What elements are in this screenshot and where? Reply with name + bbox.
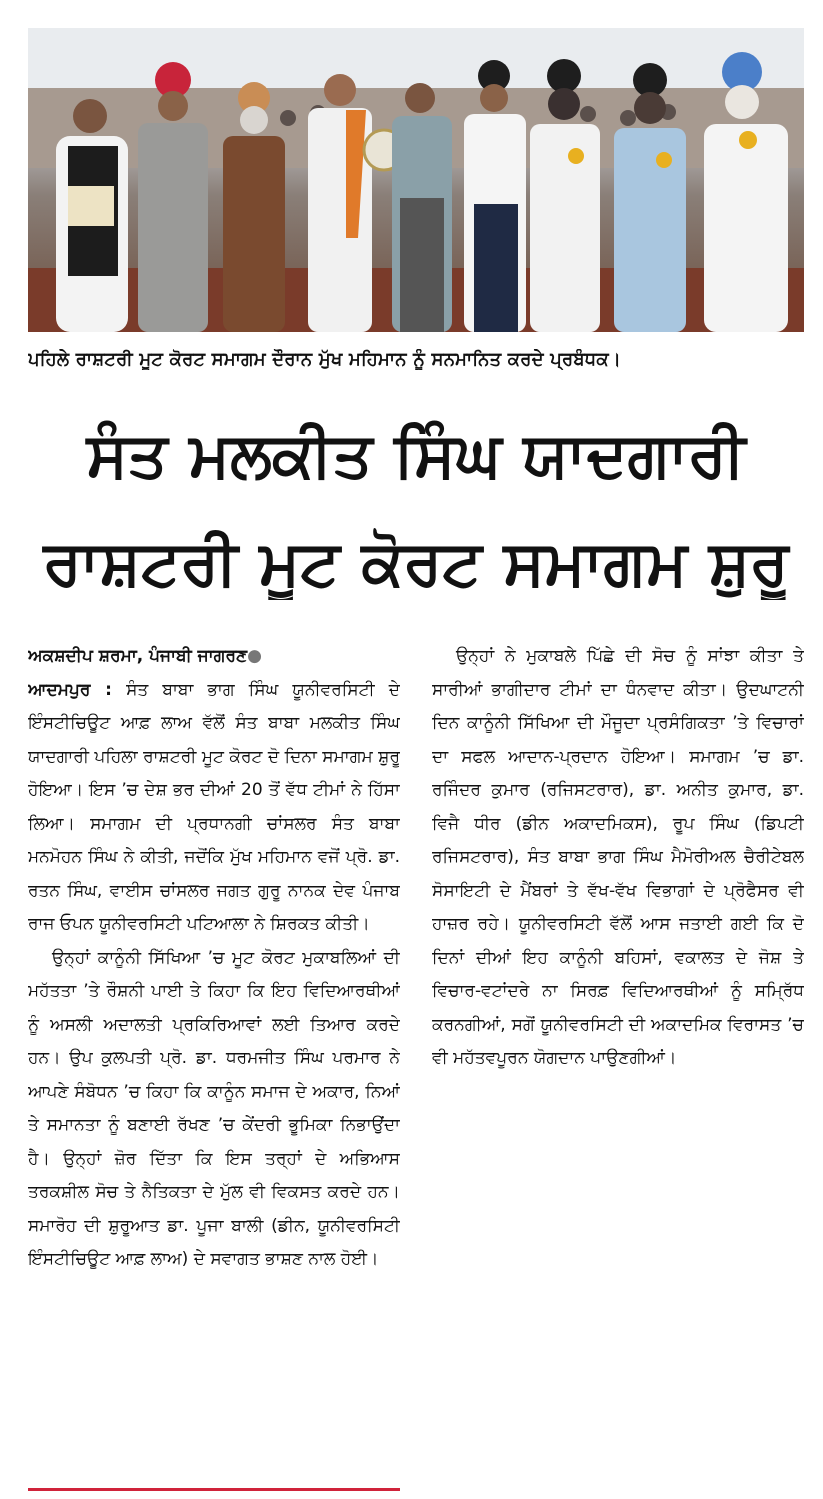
photo-caption: ਪਹਿਲੇ ਰਾਸ਼ਟਰੀ ਮੂਟ ਕੋਰਟ ਸਮਾਗਮ ਦੌਰਾਨ ਮੁੱਖ ਮਹਿਮਾਨ ਨੂੰ ਸਨਮਾਨਿਤ ਕਰਦੇ ਪ੍ਰਬੰਧਕ। [28,349,622,370]
article-paragraph-2: ਉਨ੍ਹਾਂ ਕਾਨੂੰਨੀ ਸਿੱਖਿਆ ’ਚ ਮੂਟ ਕੋਰਟ ਮੁਕਾਬਲਿਆਂ ਦੀ ਮਹੱਤਤਾ ’ਤੇ ਰੌਸ਼ਨੀ ਪਾਈ ਤੇ ਕਿਹਾ ਕਿ ਇਹ ਵਿਦਿਆਰਥੀਆਂ ਨੂੰ ਅਸਲੀ ਅਦਾਲਤੀ ਪ੍ਰਕਿਰਿਆਵਾਂ ਲਈ ਤਿਆਰ ਕਰਦੇ ਹਨ। ਉਪ ਕੁਲਪਤੀ ਪ੍ਰੋ. ਡਾ. ਧਰਮਜੀਤ ਸਿੰਘ ਪਰਮਾਰ ਨੇ ਆਪਣੇ ਸੰਬੋਧਨ ’ਚ ਕਿਹਾ ਕਿ ਕਾਨੂੰਨ ਸਮਾਜ ਦੇ ਅਕਾਰ, ਨਿਆਂ ਤੇ ਸਮਾਨਤਾ ਨੂੰ ਬਣਾਈ ਰੱਖਣ ’ਚ ਕੇਂਦਰੀ ਭੂਮਿਕਾ ਨਿਭਾਉਂਦਾ ਹੈ। ਉਨ੍ਹਾਂ ਜ਼ੋਰ ਦਿੱਤਾ ਕਿ ਇਸ ਤਰ੍ਹਾਂ ਦੇ ਅਭਿਆਸ ਤਰਕਸ਼ੀਲ ਸੋਚ ਤੇ ਨੈਤਿਕਤਾ ਦੇ ਮੁੱਲ ਵੀ ਵਿਕਸਤ ਕਰਦੇ ਹਨ। ਸਮਾਰੋਹ ਦੀ ਸ਼ੁਰੂਆਤ ਡਾ. ਪੂਜਾ ਬਾਲੀ (ਡੀਨ, ਯੂਨੀਵਰਸਿਟੀ ਇੰਸਟੀਚਿਊਟ ਆਫ਼ ਲਾਅ) ਦੇ ਸਵਾਗਤ ਭਾਸ਼ਣ ਨਾਲ ਹੋਈ। [28,947,400,1269]
article-column-left [28,640,400,1475]
article-paragraph-3: ਉਨ੍ਹਾਂ ਨੇ ਮੁਕਾਬਲੇ ਪਿੱਛੇ ਦੀ ਸੋਚ ਨੂੰ ਸਾਂਝਾ ਕੀਤਾ ਤੇ ਸਾਰੀਆਂ ਭਾਗੀਦਾਰ ਟੀਮਾਂ ਦਾ ਧੰਨਵਾਦ ਕੀਤਾ। ਉਦਘਾਟਨੀ ਦਿਨ ਕਾਨੂੰਨੀ ਸਿੱਖਿਆ ਦੀ ਮੌਜੂਦਾ ਪ੍ਰਸੰਗਿਕਤਾ ’ਤੇ ਵਿਚਾਰਾਂ ਦਾ ਸਫਲ ਆਦਾਨ-ਪ੍ਰਦਾਨ ਹੋਇਆ। ਸਮਾਗਮ ’ਚ ਡਾ. ਰਜਿੰਦਰ ਕੁਮਾਰ (ਰਜਿਸਟਰਾਰ), ਡਾ. ਅਨੀਤ ਕੁਮਾਰ, ਡਾ. ਵਿਜੈ ਧੀਰ (ਡੀਨ ਅਕਾਦਮਿਕਸ), ਰੂਪ ਸਿੰਘ (ਡਿਪਟੀ ਰਜਿਸਟਰਾਰ), ਸੰਤ ਬਾਬਾ ਭਾਗ ਸਿੰਘ ਮੈਮੋਰੀਅਲ ਚੈਰੀਟੇਬਲ ਸੋਸਾਇਟੀ ਦੇ ਮੈਂਬਰਾਂ ਤੇ ਵੱਖ-ਵੱਖ ਵਿਭਾਗਾਂ ਦੇ ਪ੍ਰੋਫੈਸਰ ਵੀ ਹਾਜ਼ਰ ਰਹੇ। ਯੂਨੀਵਰਸਿਟੀ ਵੱਲੋਂ ਆਸ ਜਤਾਈ ਗਈ ਕਿ ਦੋ ਦਿਨਾਂ ਦੀਆਂ ਇਹ ਕਾਨੂੰਨੀ ਬਹਿਸਾਂ, ਵਕਾਲਤ ਦੇ ਜੋਸ਼ ਤੇ ਵਿਚਾਰ-ਵਟਾਂਦਰੇ ਨਾ ਸਿਰਫ਼ ਵਿਦਿਆਰਥੀਆਂ ਨੂੰ ਸਮ੍ਰਿੱਧ ਕਰਨਗੀਆਂ, ਸਗੋਂ ਯੂਨੀਵਰਸਿਟੀ ਦੀ ਅਕਾਦਮਿਕ ਵਿਰਾਸਤ ’ਚ ਵੀ ਮਹੱਤਵਪੂਰਨ ਯੋਗਦਾਨ ਪਾਉਣਗੀਆਂ। [432,646,804,1068]
bullet-icon: ● [247,646,262,666]
bottom-red-rule [28,1488,400,1491]
news-photo [28,28,804,332]
dateline-place: ਆਦਮਪੁਰ : [28,679,112,700]
article-column-right [432,640,804,1475]
person-5 [392,83,452,332]
paragraph-1-text: ਸੰਤ ਬਾਬਾ ਭਾਗ ਸਿੰਘ ਯੂਨੀਵਰਸਿਟੀ ਦੇ ਇੰਸਟੀਚਿਊਟ ਆਫ਼ ਲਾਅ ਵੱਲੋਂ ਸੰਤ ਬਾਬਾ ਮਲਕੀਤ ਸਿੰਘ ਯਾਦਗਾਰੀ ਪਹਿਲਾ ਰਾਸ਼ਟਰੀ ਮੂਟ ਕੋਰਟ ਦੋ ਦਿਨਾ ਸਮਾਗਮ ਸ਼ੁਰੂ ਹੋਇਆ। ਇਸ ’ਚ ਦੇਸ਼ ਭਰ ਦੀਆਂ 20 ਤੋਂ ਵੱਧ ਟੀਮਾਂ ਨੇ ਹਿੱਸਾ ਲਿਆ। ਸਮਾਗਮ ਦੀ ਪ੍ਰਧਾਨਗੀ ਚਾਂਸਲਰ ਸੰਤ ਬਾਬਾ ਮਨਮੋਹਨ ਸਿੰਘ ਨੇ ਕੀਤੀ, ਜਦੋਂਕਿ ਮੁੱਖ ਮਹਿਮਾਨ ਵਜੋਂ ਪ੍ਰੋ. ਡਾ. ਰਤਨ ਸਿੰਘ, ਵਾਈਸ ਚਾਂਸਲਰ ਜਗਤ ਗੁਰੂ ਨਾਨਕ ਦੇਵ ਪੰਜਾਬ ਰਾਜ ਓਪਨ ਯੂਨੀਵਰਸਿਟੀ ਪਟਿਆਲਾ ਨੇ ਸ਼ਿਰਕਤ ਕੀਤੀ। [28,679,400,934]
headline-line-2: ਰਾਸ਼ਟਰੀ ਮੂਟ ਕੋਰਟ ਸਮਾਗਮ ਸ਼ੁਰੂ [43,526,789,599]
article-paragraph-1 [28,674,400,942]
byline-paragraph [28,640,400,674]
byline: ਅਕਸ਼ਦੀਪ ਸ਼ਰਮਾ, ਪੰਜਾਬੀ ਜਾਗਰਣ [28,646,248,666]
headline-line-1: ਸੰਤ ਮਲਕੀਤ ਸਿੰਘ ਯਾਦਗਾਰੀ [86,418,746,491]
group-photo-illustration [28,28,804,332]
